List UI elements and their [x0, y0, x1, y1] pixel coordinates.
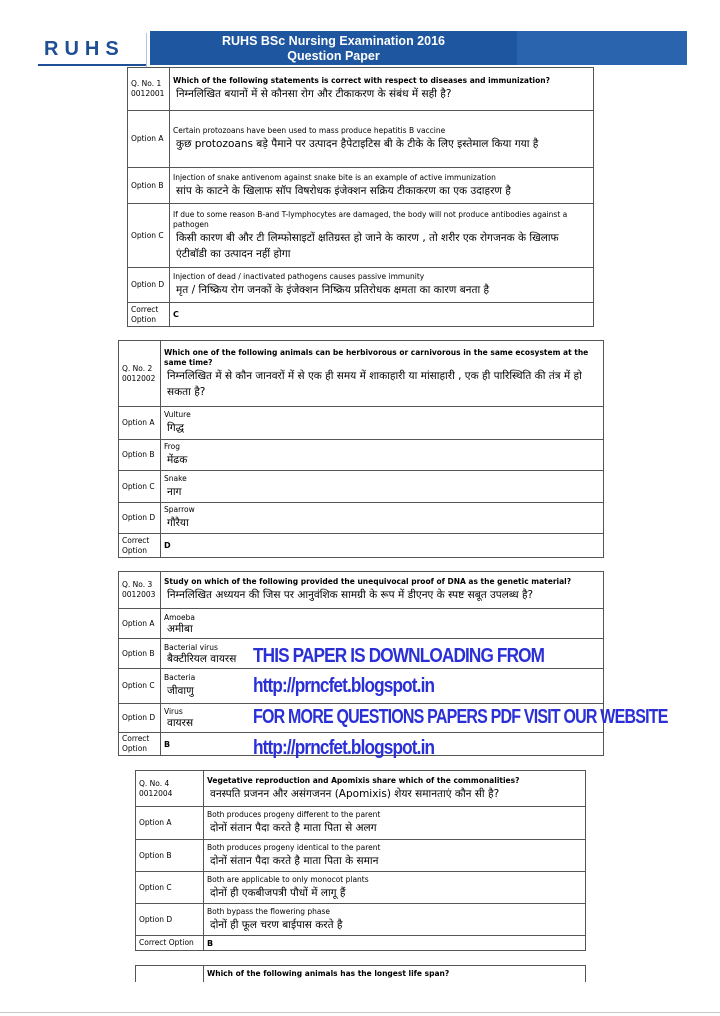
logo-underline [38, 64, 146, 66]
option-label: Option C [119, 471, 161, 503]
option-label: Option A [136, 807, 204, 840]
option-text-en: Amoeba [164, 612, 195, 622]
question-number-cell [136, 966, 204, 982]
option-b [204, 840, 586, 872]
option-a [170, 111, 594, 168]
question-number-cell [136, 771, 204, 807]
question-text-hi: निम्नलिखित अध्ययन की जिस पर आनुवंशिक सामग्री के रूप में डीएनए के स्पष्ट सबूत उपलब्ध है? [167, 589, 534, 601]
question-1-table [127, 67, 594, 327]
question-text-en: Vegetative reproduction and Apomixis share which of the commonalities? [207, 775, 520, 785]
option-text-en: Virus [164, 707, 183, 716]
option-text-hi: वायरस [167, 717, 194, 729]
option-label: Option C [119, 669, 161, 704]
option-a [161, 407, 604, 440]
option-a [204, 807, 586, 840]
option-label: Option D [119, 503, 161, 534]
question-text-hi: निम्नलिखित बयानों में से कौनसा रोग और टीकाकरण के संबंध में सही है? [176, 88, 452, 100]
option-text-en: Sparrow [164, 505, 195, 514]
option-label: Option B [136, 840, 204, 872]
option-text-en: Injection of snake antivenom against snake bite is an example of active immunization [173, 172, 496, 182]
option-label: Option B [119, 639, 161, 669]
option-label: Option C [128, 204, 170, 268]
watermark-url-1[interactable]: http://prncfet.blogspot.in [253, 675, 435, 697]
question-number: Q. No. 3 [122, 580, 153, 589]
option-label: Option A [119, 609, 161, 639]
watermark-line-1: THIS PAPER IS DOWNLOADING FROM [253, 645, 545, 667]
option-text-en: Snake [164, 473, 187, 483]
option-d [170, 268, 594, 303]
banner-gradient [517, 31, 687, 65]
question-text-en: Study on which of the following provided the unequivocal proof of DNA as the genetic material? [164, 577, 572, 586]
paper-subtitle: Question Paper [287, 49, 380, 63]
option-text-hi: दोनों ही एकबीजपत्री पौधों में लागू हैं [210, 886, 346, 899]
question-4-table [135, 770, 586, 951]
question-text-en: Which of the following statements is correct with respect to diseases and immunization? [173, 76, 550, 85]
question-text-cell [204, 966, 586, 982]
option-label: Option B [128, 168, 170, 204]
option-text-en: Both produces progeny identical to the parent [207, 842, 381, 852]
option-label: Option A [119, 407, 161, 440]
question-number-cell [119, 572, 161, 609]
question-number: Q. No. 2 [122, 363, 153, 373]
option-text-hi: गिद्ध [167, 422, 185, 434]
correct-option-label: Correct Option [119, 733, 161, 756]
option-label: Option D [119, 704, 161, 733]
option-text-hi: जीवाणु [167, 685, 194, 697]
question-text-hi: निम्नलिखित में से कौन जानवरों में से एक ही समय में शाकाहारी या मांसाहारी , एक ही पारिस्थिति की तंत्र में हो सकता है? [167, 369, 582, 398]
exam-title: RUHS BSc Nursing Examination 2016 [222, 34, 445, 48]
option-text-hi: कुछ protozoans बड़े पैमाने पर उत्पादन हैपेटाइटिस बी के टीके के लिए इस्तेमाल किया गया है [176, 138, 539, 150]
option-text-hi: मृत / निष्क्रिय रोग जनकों के इंजेक्शन निष्क्रिय प्रतिरोधक क्षमता का कारण बनता है [176, 284, 490, 296]
option-text-en: Certain protozoans have been used to mass produce hepatitis B vaccine [173, 126, 446, 135]
correct-option-label: Correct Option [136, 936, 204, 951]
option-text-en: Both produces progeny different to the parent [207, 810, 381, 819]
correct-option-label: Correct Option [128, 303, 170, 327]
watermark-url-2[interactable]: http://prncfet.blogspot.in [253, 737, 435, 759]
correct-option-value: B [161, 733, 604, 756]
question-text-cell [170, 68, 594, 111]
option-text-hi: अमीबा [167, 622, 193, 635]
question-id: 0012001 [131, 89, 165, 98]
option-text-hi: गौरैया [167, 517, 189, 529]
option-label: Option C [136, 872, 204, 904]
question-text-en: Which of the following animals has the longest life span? [207, 968, 450, 978]
option-text-hi: सांप के काटने के खिलाफ सॉप विषरोधक इंजेक्शन सक्रिय टीकाकरण का एक उदाहरण है [176, 184, 511, 197]
question-5-table [135, 965, 586, 982]
header-separator [146, 33, 147, 67]
option-label: Option A [128, 111, 170, 168]
question-number-cell [119, 341, 161, 407]
option-text-en: Injection of dead / inactivated pathogens causes passive immunity [173, 272, 425, 281]
option-text-en: If due to some reason B-and T-lymphocytes are damaged, the body will not produce antibodies against a pathogen [173, 209, 568, 229]
option-label: Option B [119, 440, 161, 471]
question-id: 0012003 [122, 590, 156, 599]
option-text-en: Frog [164, 442, 181, 451]
watermark-line-3: FOR MORE QUESTIONS PAPERS PDF VISIT OUR WEBSITE [253, 706, 668, 728]
option-label: Option D [136, 904, 204, 936]
ruhs-logo: RUHS [44, 38, 125, 60]
question-id: 0012004 [139, 788, 173, 798]
question-text-hi: वनस्पति प्रजनन और असंगजनन (Apomixis) शेयर समानताएं कौन सी है? [210, 787, 500, 800]
question-number: Q. No. 4 [139, 778, 170, 788]
option-b [161, 440, 604, 471]
correct-option-value: D [161, 534, 604, 558]
question-id: 0012002 [122, 373, 156, 383]
page-bottom-rule [0, 1012, 720, 1013]
option-text-en: Bacterial virus [164, 642, 218, 652]
question-text-en: Which one of the following animals can be herbivorous or carnivorous in the same ecosystem at the same time? [164, 347, 589, 367]
option-d [204, 904, 586, 936]
question-text-cell [204, 771, 586, 807]
option-text-hi: नाग [167, 485, 182, 498]
option-text-hi: दोनों संतान पैदा करते है माता पिता से अलग [210, 822, 377, 834]
option-text-en: Both bypass the flowering phase [207, 906, 331, 916]
option-c [161, 471, 604, 503]
correct-option-value: B [204, 936, 586, 951]
option-text-hi: बैक्टीरियल वायरस [167, 652, 237, 665]
option-text-hi: दोनों ही फूल चरण बाईपास करते है [210, 918, 343, 931]
question-number: Q. No. 1 [131, 79, 162, 88]
option-text-hi: दोनों संतान पैदा करते है माता पिता के समान [210, 854, 379, 867]
option-c [204, 872, 586, 904]
option-c [170, 204, 594, 268]
option-a [161, 609, 604, 639]
option-text-en: Vulture [164, 410, 191, 419]
question-2-table [118, 340, 604, 558]
option-text-en: Both are applicable to only monocot plants [207, 874, 369, 884]
correct-option-label: Correct Option [119, 534, 161, 558]
option-b [170, 168, 594, 204]
option-label: Option D [128, 268, 170, 303]
option-text-hi: किसी कारण बी और टी लिम्फोसाइटों क्षतिग्रस्त हो जाने के कारण , तो शरीर एक रोगजनक के खिलाफ एंटीबॉडी का उत्पादन नहीं होगा [176, 231, 559, 260]
question-number-cell [128, 68, 170, 111]
option-text-hi: मेंढक [167, 454, 188, 466]
question-text-cell [161, 341, 604, 407]
option-text-en: Bacteria [164, 673, 196, 682]
question-text-cell [161, 572, 604, 609]
option-d [161, 503, 604, 534]
header-banner [150, 31, 687, 65]
correct-option-value: C [170, 303, 594, 327]
